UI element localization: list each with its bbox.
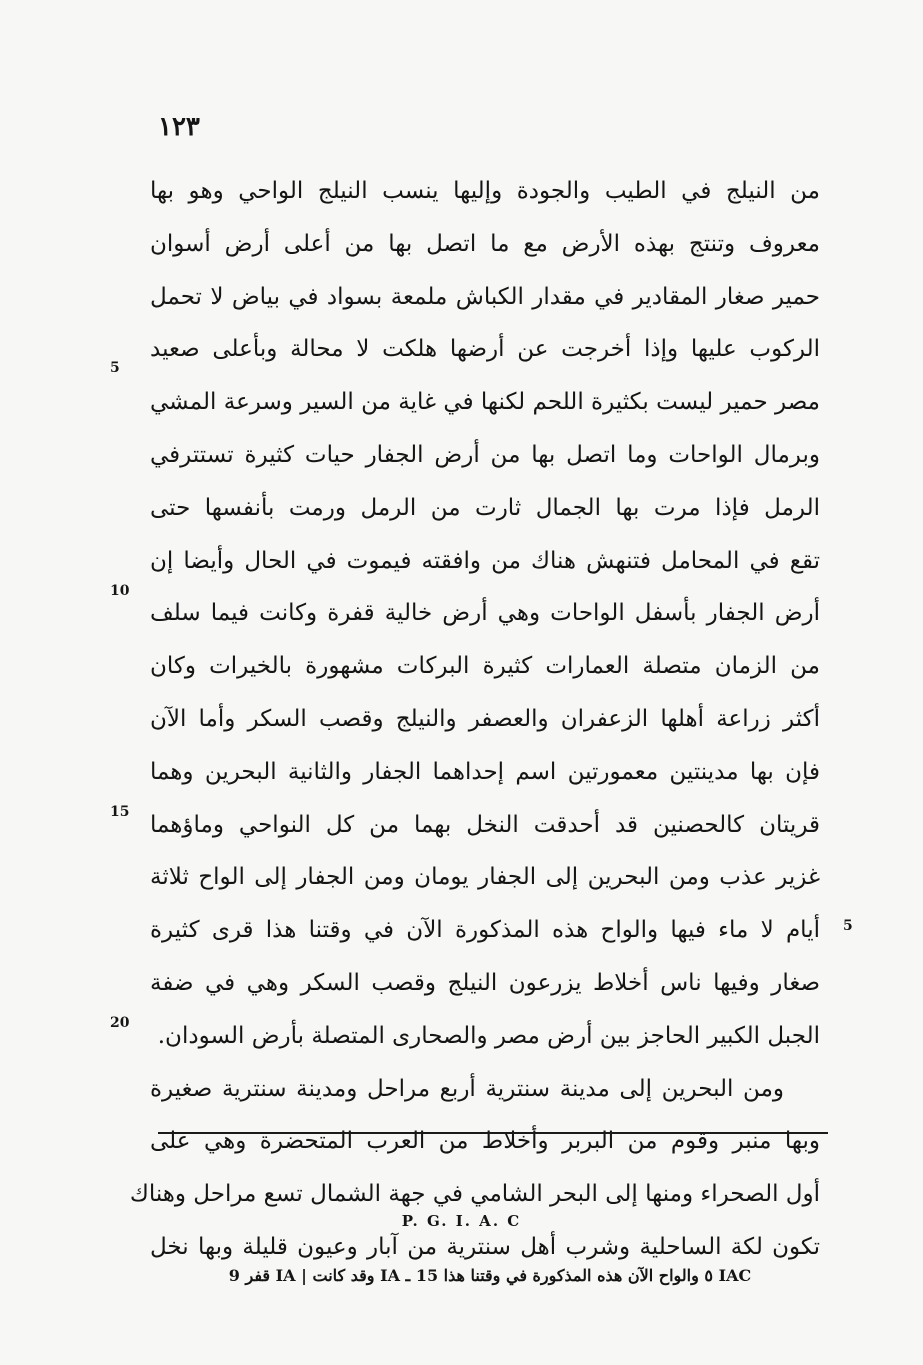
text-line-11: أكثر زراعة أهلها الزعفران والعصفر والنيلج وقصب السكر وأما الآن bbox=[150, 705, 820, 732]
text-line-3: حمير صغار المقادير في مقدار الكباش ملمعة بسواد في بياض لا تحمل bbox=[150, 283, 820, 310]
text-line-4: الركوب عليها وإذا أخرجت عن أرضها هلكت لا محالة وبأعلى صعيد bbox=[150, 336, 820, 363]
footnote-divider bbox=[158, 1132, 828, 1134]
text-line-17: الجبل الكبير الحاجز بين أرض مصر والصحارى المتصلة بأرض السودان. bbox=[157, 1022, 820, 1049]
text-line-15: أيام لا ماء فيها والواح هذه المذكورة الآن في وقتنا هذا قرى كثيرة bbox=[150, 917, 820, 944]
text-line-8: تقع في المحامل فتنهش هناك من وافقته فيموت في الحال وأيضا إن bbox=[150, 547, 820, 574]
text-line-5: مصر حمير ليست بكثيرة اللحم لكنها في غاية من السير وسرعة المشي bbox=[150, 389, 820, 416]
line-marker-10: 10 bbox=[110, 583, 130, 599]
page-number: ١٢٣ bbox=[158, 112, 200, 142]
text-line-9: أرض الجفار بأسفل الواحات وهي أرض خالية قفرة وكانت فيما سلف bbox=[150, 600, 820, 627]
text-line-10: من الزمان متصلة العمارات كثيرة البركات مشهورة بالخيرات وكان bbox=[150, 653, 820, 680]
text-line-14: غزير عذب ومن البحرين إلى الجفار يومان ومن الجفار إلى الواح ثلاثة bbox=[150, 864, 820, 891]
critical-apparatus: IAC ٥ والواح الآن هذه المذكورة في وقتنا هذا 15 ـ IA وقد كانت | IA قفر 9 bbox=[228, 1266, 752, 1285]
line-marker-5: 5 bbox=[110, 360, 120, 376]
right-marker-5: 5 bbox=[843, 918, 853, 934]
text-line-12: فإن بها مدينتين معمورتين اسم إحداهما الجفار والثانية البحرين وهما bbox=[150, 758, 820, 785]
text-line-16: صغار وفيها ناس أخلاط يزرعون النيلج وقصب السكر وهي في ضفة bbox=[150, 969, 820, 996]
text-line-7: الرمل فإذا مرت بها الجمال ثارت من الرمل ورمت بأنفسها حتى bbox=[150, 494, 820, 521]
text-line-19: وبها منبر وقوم من البربر وأخلاط من العرب المتحضرة وهي على bbox=[150, 1128, 820, 1155]
line-marker-15: 15 bbox=[110, 804, 130, 820]
text-line-13: قريتان كالحصنين قد أحدقت النخل بهما من كل النواحي وماؤهما bbox=[150, 811, 820, 838]
manuscript-sigla: P. G. I. A. C bbox=[401, 1212, 522, 1230]
text-line-21: تكون لكة الساحلية وشرب أهل سنترية من آبار وعيون قليلة وبها نخل bbox=[150, 1233, 820, 1260]
text-line-1: من النيلج في الطيب والجودة وإليها ينسب النيلج الواحي وهو بها bbox=[150, 178, 820, 204]
text-line-20: أول الصحراء ومنها إلى البحر الشامي في جهة الشمال تسع مراحل وهناك bbox=[129, 1181, 820, 1208]
main-text bbox=[129, 165, 820, 1274]
text-line-6: وبرمال الواحات وما اتصل بها من أرض الجفار حيات كثيرة تستترفي bbox=[150, 441, 820, 468]
text-line-2: معروف وتنتج بهذه الأرض مع ما اتصل بها من أعلى أرض أسوان bbox=[150, 230, 820, 257]
text-line-18: ومن البحرين إلى مدينة سنترية أربع مراحل ومدينة سنترية صغيرة bbox=[150, 1075, 784, 1102]
line-marker-20: 20 bbox=[110, 1015, 130, 1031]
